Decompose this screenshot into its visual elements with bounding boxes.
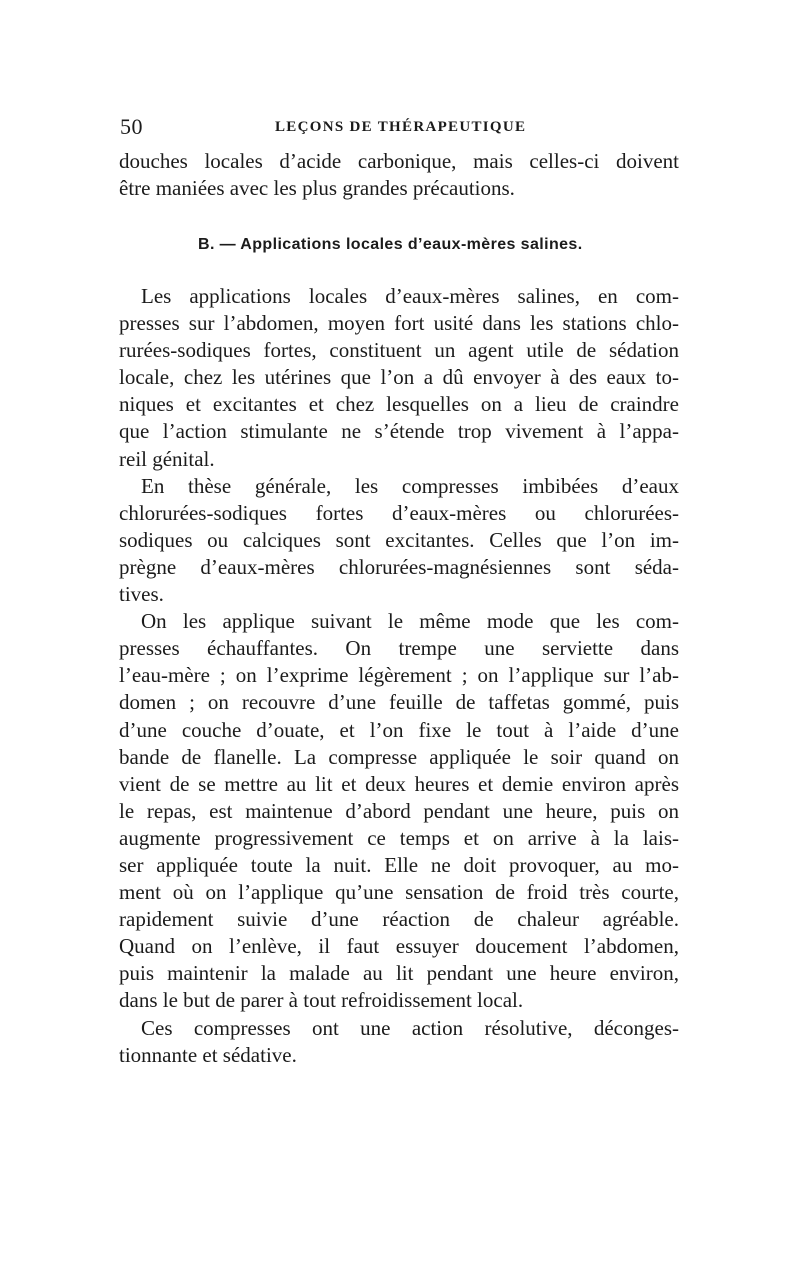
- text-line: chlorurées-sodiques fortes d’eaux-mères ou chlorurées-: [119, 500, 679, 525]
- text-line: prègne d’eaux-mères chlorurées-magnésiennes sont séda-: [119, 554, 679, 579]
- text-line: Les applications locales d’eaux-mères salines, en com-: [141, 284, 679, 308]
- text-line: le repas, est maintenue d’abord pendant une heure, puis on: [119, 798, 679, 823]
- text-line: rurées-sodiques fortes, constituent un agent utile de sédation: [119, 338, 679, 363]
- running-header: [120, 114, 680, 144]
- text-line: augmente progressivement ce temps et on arrive à la lais-: [119, 825, 679, 850]
- continuation-text: [119, 148, 679, 202]
- text-line: ment où on l’applique qu’une sensation de froid très courte,: [119, 880, 679, 905]
- text-line: locale, chez les utérines que l’on a dû envoyer à des eaux to-: [119, 365, 679, 390]
- text-line: Ces compresses ont une action résolutive, déconges-: [141, 1015, 679, 1040]
- text-line: On les applique suivant le même mode que les com-: [141, 609, 679, 634]
- page-number: 50: [120, 114, 143, 139]
- text-line: douches locales d’acide carbonique, mais celles-ci doivent: [119, 149, 679, 173]
- text-line: ser appliquée toute la nuit. Elle ne doit provoquer, au mo-: [119, 852, 679, 877]
- text-line: que l’action stimulante ne s’étende trop vivement à l’appa-: [119, 419, 679, 444]
- text-line: l’eau-mère ; on l’exprime légèrement ; on l’applique sur l’ab-: [119, 663, 679, 688]
- text-line: En thèse générale, les compresses imbibées d’eaux: [141, 473, 679, 498]
- text-line: presses échauffantes. On trempe une serviette dans: [119, 636, 679, 661]
- text-line: tionnante et sédative.: [119, 1042, 297, 1067]
- text-line: dans le but de parer à tout refroidissement local.: [119, 988, 524, 1013]
- paragraph: [119, 1015, 679, 1069]
- text-line: être maniées avec les plus grandes précautions.: [119, 176, 515, 201]
- section-heading: B. — Applications locales d’eaux-mères salines.: [198, 236, 583, 253]
- paragraph: [119, 608, 679, 1014]
- paragraph: [119, 283, 679, 473]
- text-line: presses sur l’abdomen, moyen fort usité dans les stations chlo-: [119, 311, 679, 336]
- text-line: niques et excitantes et chez lesquelles on a lieu de craindre: [119, 392, 679, 417]
- text-line: d’une couche d’ouate, et l’on fixe le tout à l’aide d’une: [119, 717, 679, 742]
- text-line: domen ; on recouvre d’une feuille de taffetas gommé, puis: [119, 690, 679, 715]
- section-body: [119, 283, 679, 1069]
- text-line: Quand on l’enlève, il faut essuyer doucement l’abdomen,: [119, 934, 679, 959]
- text-line: tives.: [119, 582, 164, 607]
- text-line: bande de flanelle. La compresse appliquée le soir quand on: [119, 744, 679, 769]
- text-line: puis maintenir la malade au lit pendant une heure environ,: [119, 961, 679, 986]
- text-line: rapidement suivie d’une réaction de chaleur agréable.: [119, 907, 679, 932]
- running-title: LEÇONS DE THÉRAPEUTIQUE: [275, 119, 527, 135]
- text-line: sodiques ou calciques sont excitantes. Celles que l’on im-: [119, 527, 679, 552]
- text-line: vient de se mettre au lit et deux heures et demie environ après: [119, 771, 679, 796]
- paragraph: [119, 473, 679, 608]
- text-line: reil génital.: [119, 446, 215, 471]
